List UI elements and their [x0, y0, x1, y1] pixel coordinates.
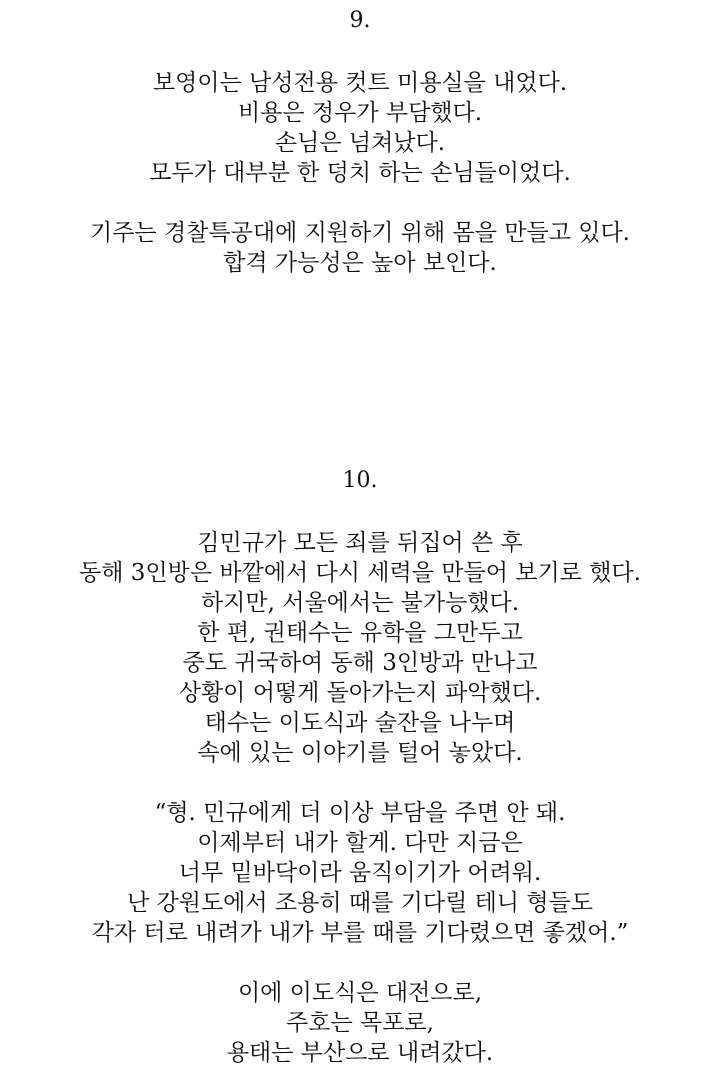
text-line: 하지만, 서울에서는 불가능했다.	[200, 590, 520, 616]
text-line: 보영이는 남성전용 컷트 미용실을 내었다.	[152, 70, 568, 96]
text-line: 태수는 이도식과 술잔을 나누며	[204, 710, 516, 736]
text-line: 합격 가능성은 높아 보인다.	[223, 250, 497, 276]
paragraph-spacer	[0, 948, 720, 978]
text-line: 상황이 어떻게 돌아가는지 파악했다.	[178, 680, 542, 706]
paragraph-spacer	[0, 188, 720, 218]
text-line: 난 강원도에서 조용히 때를 기다릴 테니 형들도	[126, 890, 593, 916]
paragraph-spacer	[0, 768, 720, 798]
section-10	[0, 466, 720, 1068]
text-line: 주호는 목포로,	[286, 1010, 434, 1036]
text-line: 용태는 부산으로 내려갔다.	[226, 1040, 494, 1066]
text-line: 중도 귀국하여 동해 3인방과 만나고	[182, 650, 538, 676]
text-line: 이제부터 내가 할게. 다만 지금은	[197, 830, 523, 856]
section-number: 9.	[349, 8, 371, 33]
text-line: 너무 밑바닥이라 움직이기가 어려워.	[178, 860, 542, 886]
paragraph	[0, 218, 720, 278]
text-line: 손님은 넘쳐났다.	[274, 130, 446, 156]
section-9	[0, 6, 720, 278]
paragraph	[0, 978, 720, 1068]
text-line: 비용은 정우가 부담했다.	[237, 100, 483, 126]
text-line: “형. 민규에게 더 이상 부담을 주면 안 돼.	[154, 800, 566, 826]
text-line: 동해 3인방은 바깥에서 다시 세력을 만들어 보기로 했다.	[79, 560, 641, 586]
text-line: 김민규가 모든 죄를 뒤집어 쓴 후	[197, 530, 523, 556]
text-line: 이에 이도식은 대전으로,	[237, 980, 483, 1006]
text-line: 기주는 경찰특공대에 지원하기 위해 몸을 만들고 있다.	[90, 220, 630, 246]
paragraph	[0, 68, 720, 188]
paragraph	[0, 528, 720, 768]
text-line: 각자 터로 내려가 내가 부를 때를 기다렸으면 좋겠어.”	[91, 920, 629, 946]
text-line: 속에 있는 이야기를 털어 놓았다.	[197, 740, 523, 766]
text-line: 모두가 대부분 한 덩치 하는 손님들이었다.	[149, 160, 571, 186]
section-number: 10.	[342, 468, 378, 493]
dialogue-paragraph	[0, 798, 720, 948]
text-line: 한 편, 권태수는 유학을 그만두고	[197, 620, 523, 646]
